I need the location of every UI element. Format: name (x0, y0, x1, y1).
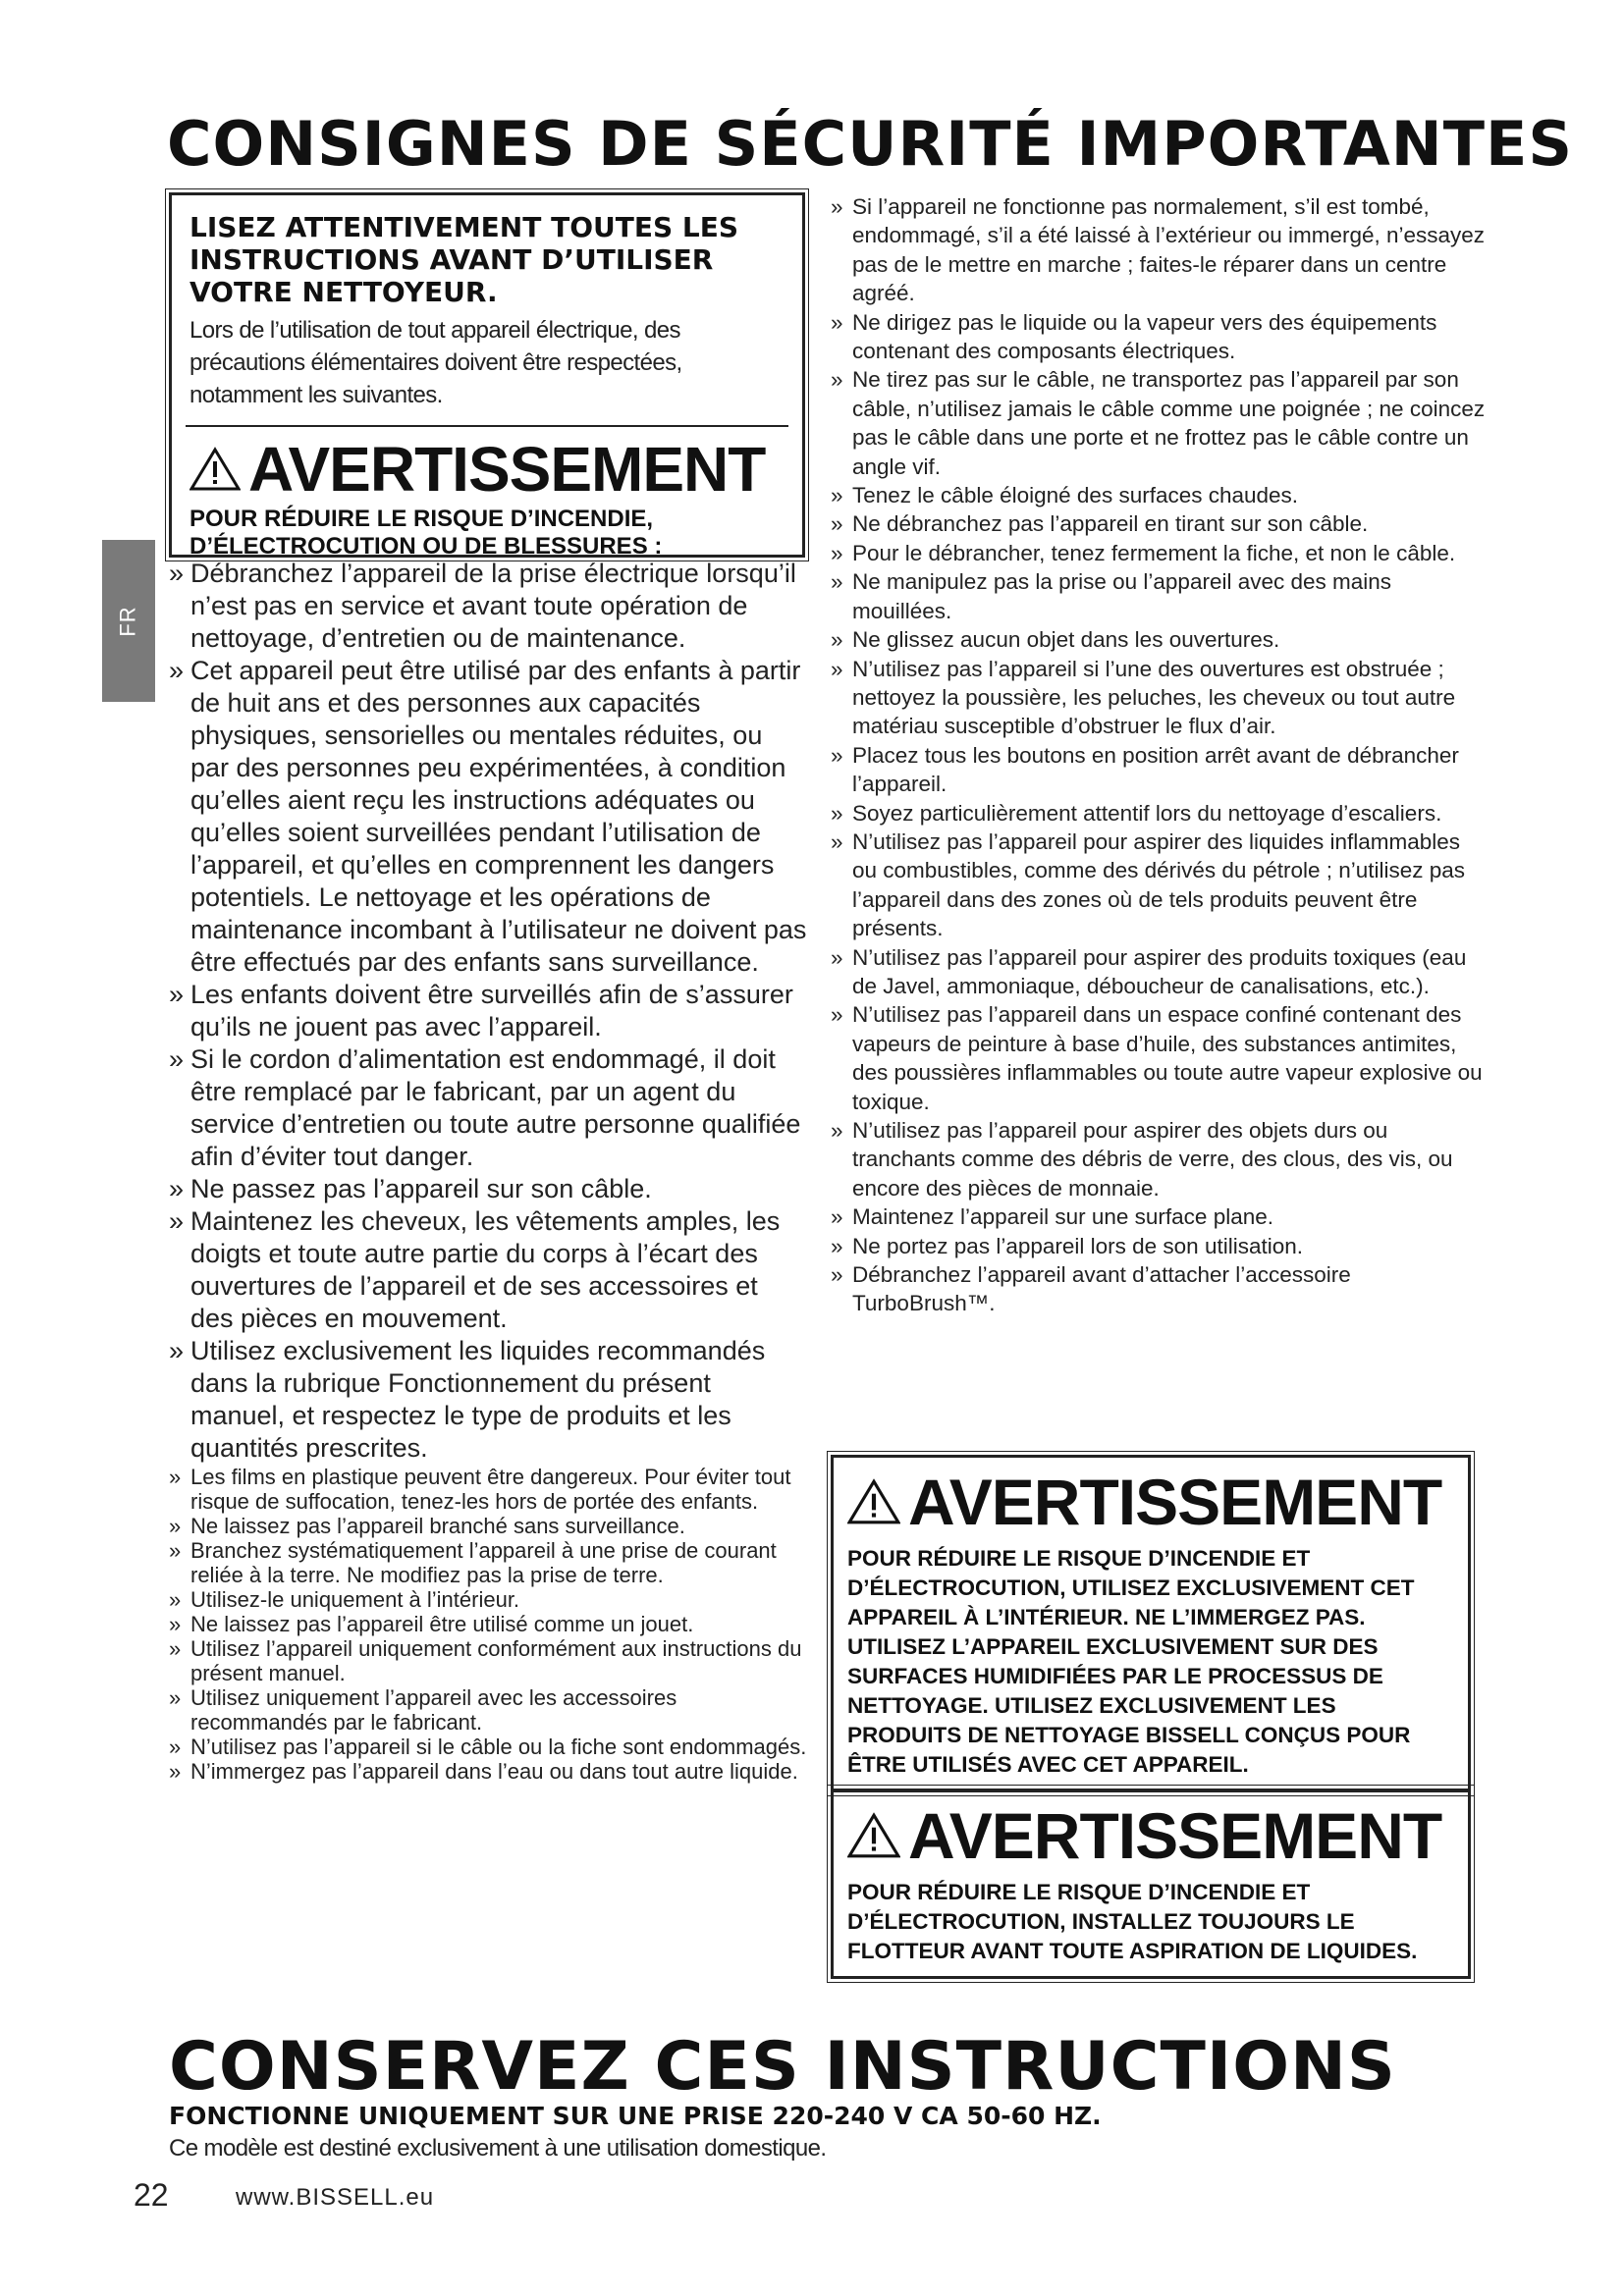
language-tab (102, 540, 155, 702)
list-item: » N’immergez pas l’appareil dans l’eau ou dans tout autre liquide. (169, 1759, 807, 1784)
divider (186, 425, 788, 427)
list-item: » Utilisez exclusivement les liquides recommandés dans la rubrique Fonctionnement du présent manuel, et respectez le type de produits et les quantités prescrites. (169, 1335, 807, 1465)
intro-box (169, 192, 805, 558)
list-item: » Utilisez l’appareil uniquement conformément aux instructions du présent manuel. (169, 1636, 807, 1685)
list-item: » Utilisez-le uniquement à l’intérieur. (169, 1587, 807, 1612)
list-item: » N’utilisez pas l’appareil pour aspirer des liquides inflammables ou combustibles, comme des dérivés du pétrole ; n’utilisez pas l’appareil dans des zones où de tels produits peuvent être présents. (831, 828, 1487, 943)
list-item: » Ne tirez pas sur le câble, ne transportez pas l’appareil par son câble, n’utilisez jamais le câble comme une poignée ; ne coincez pas le câble dans une porte et ne frottez pas le câble contre un angle vif. (831, 365, 1487, 481)
list-item: » Branchez systématiquement l’appareil à une prise de courant reliée à la terre. Ne modifiez pas la prise de terre. (169, 1538, 807, 1587)
page-number: 22 (134, 2177, 169, 2213)
page-title: CONSIGNES DE SÉCURITÉ IMPORTANTES (167, 108, 1573, 180)
warning-heading-text: AVERTISSEMENT (908, 1799, 1442, 1872)
list-item: » Utilisez uniquement l’appareil avec les accessoires recommandés par le fabricant. (169, 1685, 807, 1735)
list-item: » Maintenez l’appareil sur une surface plane. (831, 1202, 1487, 1231)
warning-subtext: POUR RÉDUIRE LE RISQUE D’INCENDIE, D’ÉLECTROCUTION OU DE BLESSURES : (189, 506, 663, 560)
list-item: » Ne passez pas l’appareil sur son câble. (169, 1173, 807, 1205)
warning-triangle-icon (189, 447, 241, 492)
website-link[interactable]: www.BISSELL.eu (236, 2184, 435, 2211)
list-item: » Ne débranchez pas l’appareil en tirant sur son câble. (831, 509, 1487, 538)
list-item: » Ne manipulez pas la prise ou l’appareil avec des mains mouillées. (831, 567, 1487, 625)
language-tab-label: FR (115, 605, 140, 637)
warning-heading (189, 434, 785, 505)
warning-triangle-icon (847, 1812, 900, 1859)
list-item: » Si le cordon d’alimentation est endommagé, il doit être remplacé par le fabricant, par un agent du service d’entretien ou toute autre personne qualifiée afin d’éviter tout danger. (169, 1043, 807, 1173)
list-item: » N’utilisez pas l’appareil pour aspirer des objets durs ou tranchants comme des débris de verre, des clous, des vis, ou encore des pièces de monnaie. (831, 1116, 1487, 1202)
right-bullet-list (831, 192, 1487, 1318)
list-item: » Débranchez l’appareil avant d’attacher l’accessoire TurboBrush™. (831, 1260, 1487, 1318)
warning-heading-text: AVERTISSEMENT (248, 434, 766, 505)
list-item: » Si l’appareil ne fonctionne pas normalement, s’il est tombé, endommagé, s’il a été laissé à l’extérieur ou immergé, n’essayez pas de le mettre en marche ; faites-le réparer dans un centre agréé. (831, 192, 1487, 308)
list-item: » N’utilisez pas l’appareil si le câble ou la fiche sont endommagés. (169, 1735, 807, 1759)
warning-heading (847, 1466, 1454, 1538)
warning-subtext: POUR RÉDUIRE LE RISQUE D’INCENDIE ET D’ÉLECTROCUTION, INSTALLEZ TOUJOURS LE FLOTTEUR AVANT TOUTE ASPIRATION DE LIQUIDES. (847, 1880, 1418, 1963)
list-item: » Cet appareil peut être utilisé par des enfants à partir de huit ans et des personnes aux capacités physiques, sensorielles ou mentales réduites, ou par des personnes peu expérimentées, à condition qu’elles aient reçu les instructions adéquates ou qu’elles soient surveillées pendant l’utilisation de l’appareil, et qu’elles en comprennent les dangers potentiels. Le nettoyage et les opérations de maintenance incombant à l’utilisateur ne doivent pas être effectués par des enfants sans surveillance. (169, 655, 807, 979)
list-item: » Les enfants doivent être surveillés afin de s’assurer qu’ils ne jouent pas avec l’appareil. (169, 979, 807, 1043)
list-item: » Soyez particulièrement attentif lors du nettoyage d’escaliers. (831, 799, 1487, 828)
domestic-use-note: Ce modèle est destiné exclusivement à une utilisation domestique. (169, 2135, 827, 2162)
voltage-note: FONCTIONNE UNIQUEMENT SUR UNE PRISE 220-240 V CA 50-60 HZ. (169, 2102, 1102, 2130)
right-column (831, 192, 1487, 1318)
list-item: » N’utilisez pas l’appareil si l’une des ouvertures est obstruée ; nettoyez la poussière, les peluches, les cheveux ou tout autre matériau susceptible d’obstruer le flux d’air. (831, 655, 1487, 741)
intro-text: Lors de l’utilisation de tout appareil électrique, des précautions élémentaires doivent être respectées, notamment les suivantes. (189, 317, 682, 408)
left-bullet-list (169, 558, 807, 1784)
list-item: » N’utilisez pas l’appareil pour aspirer des produits toxiques (eau de Javel, ammoniaque, déboucheur de canalisations, etc.). (831, 943, 1487, 1001)
list-item: » Placez tous les boutons en position arrêt avant de débrancher l’appareil. (831, 741, 1487, 799)
intro-heading: LISEZ ATTENTIVEMENT TOUTES LES INSTRUCTIONS AVANT D’UTILISER VOTRE NETTOYEUR. (189, 211, 739, 308)
list-item: » Ne glissez aucun objet dans les ouvertures. (831, 625, 1487, 654)
warning-triangle-icon (847, 1478, 900, 1525)
list-item: » Débranchez l’appareil de la prise électrique lorsqu’il n’est pas en service et avant toute opération de nettoyage, d’entretien ou de maintenance. (169, 558, 807, 655)
list-item: » Ne dirigez pas le liquide ou la vapeur vers des équipements contenant des composants électriques. (831, 308, 1487, 366)
warning-box-float (831, 1789, 1471, 1979)
warning-subtext: POUR RÉDUIRE LE RISQUE D’INCENDIE ET D’ÉLECTROCUTION, UTILISEZ EXCLUSIVEMENT CET APPAREIL À L’INTÉRIEUR. NE L’IMMERGEZ PAS. UTILISEZ L’APPAREIL EXCLUSIVEMENT SUR DES SURFACES HUMIDIFIÉES PAR LE PROCESSUS DE NETTOYAGE. UTILISEZ EXCLUSIVEMENT LES PRODUITS DE NETTOYAGE BISSELL CONÇUS POUR ÊTRE UTILISÉS AVEC CET APPAREIL. (847, 1546, 1415, 1777)
warning-box-indoor (831, 1455, 1471, 1792)
list-item: » Ne laissez pas l’appareil être utilisé comme un jouet. (169, 1612, 807, 1636)
warning-heading-text: AVERTISSEMENT (908, 1466, 1442, 1538)
warning-heading (847, 1799, 1454, 1872)
list-item: » Ne portez pas l’appareil lors de son utilisation. (831, 1232, 1487, 1260)
list-item: » Tenez le câble éloigné des surfaces chaudes. (831, 481, 1487, 509)
conserve-heading: CONSERVEZ CES INSTRUCTIONS (169, 2028, 1396, 2106)
list-item: » Maintenez les cheveux, les vêtements amples, les doigts et toute autre partie du corps à l’écart des ouvertures de l’appareil et de ses accessoires et des pièces en mouvement. (169, 1205, 807, 1335)
list-item: » Ne laissez pas l’appareil branché sans surveillance. (169, 1514, 807, 1538)
left-column (169, 192, 807, 1784)
list-item: » Pour le débrancher, tenez fermement la fiche, et non le câble. (831, 539, 1487, 567)
list-item: » Les films en plastique peuvent être dangereux. Pour éviter tout risque de suffocation, tenez-les hors de portée des enfants. (169, 1465, 807, 1514)
list-item: » N’utilisez pas l’appareil dans un espace confiné contenant des vapeurs de peinture à base d’huile, des substances antimites, des poussières inflammables ou toute autre vapeur explosive ou toxique. (831, 1000, 1487, 1116)
